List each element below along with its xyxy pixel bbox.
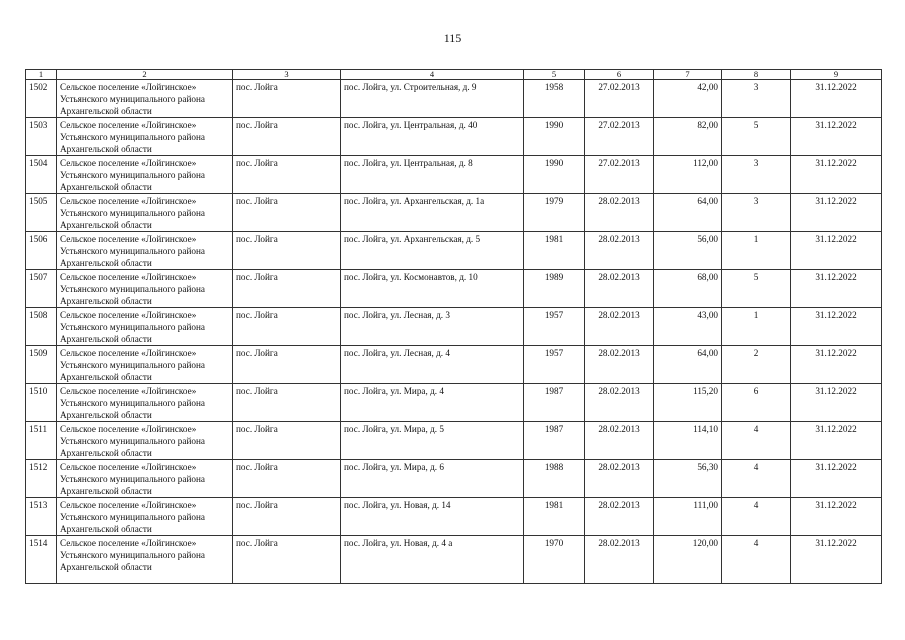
table-row xyxy=(26,118,882,156)
locality-cell: пос. Лойга xyxy=(233,346,341,384)
owner-cell: Сельское поселение «Лойгинское» Устьянского муниципального района Архангельской области xyxy=(57,194,233,232)
locality-cell: пос. Лойга xyxy=(233,118,341,156)
owner-cell: Сельское поселение «Лойгинское» Устьянского муниципального района Архангельской области xyxy=(57,460,233,498)
column-header: 4 xyxy=(341,70,524,80)
date-cell: 28.02.2013 xyxy=(585,536,654,584)
count-cell: 1 xyxy=(722,232,791,270)
address-cell: пос. Лойга, ул. Центральная, д. 40 xyxy=(341,118,524,156)
count-cell: 3 xyxy=(722,156,791,194)
address-cell: пос. Лойга, ул. Мира, д. 4 xyxy=(341,384,524,422)
table-row xyxy=(26,308,882,346)
end-date-cell: 31.12.2022 xyxy=(791,156,882,194)
owner-cell: Сельское поселение «Лойгинское» Устьянского муниципального района Архангельской области xyxy=(57,536,233,584)
row-number-cell: 1503 xyxy=(26,118,57,156)
date-cell: 28.02.2013 xyxy=(585,384,654,422)
year-cell: 1958 xyxy=(524,80,585,118)
locality-cell: пос. Лойга xyxy=(233,308,341,346)
column-header: 5 xyxy=(524,70,585,80)
area-cell: 43,00 xyxy=(654,308,722,346)
count-cell: 5 xyxy=(722,118,791,156)
area-cell: 82,00 xyxy=(654,118,722,156)
registry-table xyxy=(25,69,882,584)
date-cell: 28.02.2013 xyxy=(585,422,654,460)
table-row xyxy=(26,232,882,270)
table-row xyxy=(26,498,882,536)
area-cell: 112,00 xyxy=(654,156,722,194)
table-row xyxy=(26,536,882,584)
count-cell: 3 xyxy=(722,80,791,118)
count-cell: 5 xyxy=(722,270,791,308)
address-cell: пос. Лойга, ул. Лесная, д. 4 xyxy=(341,346,524,384)
end-date-cell: 31.12.2022 xyxy=(791,270,882,308)
end-date-cell: 31.12.2022 xyxy=(791,232,882,270)
owner-cell: Сельское поселение «Лойгинское» Устьянского муниципального района Архангельской области xyxy=(57,118,233,156)
date-cell: 28.02.2013 xyxy=(585,346,654,384)
locality-cell: пос. Лойга xyxy=(233,80,341,118)
date-cell: 28.02.2013 xyxy=(585,498,654,536)
end-date-cell: 31.12.2022 xyxy=(791,384,882,422)
column-header: 7 xyxy=(654,70,722,80)
date-cell: 28.02.2013 xyxy=(585,460,654,498)
locality-cell: пос. Лойга xyxy=(233,232,341,270)
locality-cell: пос. Лойга xyxy=(233,498,341,536)
row-number-cell: 1508 xyxy=(26,308,57,346)
row-number-cell: 1513 xyxy=(26,498,57,536)
date-cell: 27.02.2013 xyxy=(585,118,654,156)
owner-cell: Сельское поселение «Лойгинское» Устьянского муниципального района Архангельской области xyxy=(57,270,233,308)
year-cell: 1990 xyxy=(524,156,585,194)
end-date-cell: 31.12.2022 xyxy=(791,536,882,584)
count-cell: 2 xyxy=(722,346,791,384)
count-cell: 4 xyxy=(722,536,791,584)
owner-cell: Сельское поселение «Лойгинское» Устьянского муниципального района Архангельской области xyxy=(57,80,233,118)
owner-cell: Сельское поселение «Лойгинское» Устьянского муниципального района Архангельской области xyxy=(57,156,233,194)
end-date-cell: 31.12.2022 xyxy=(791,194,882,232)
row-number-cell: 1512 xyxy=(26,460,57,498)
address-cell: пос. Лойга, ул. Мира, д. 6 xyxy=(341,460,524,498)
column-header: 1 xyxy=(26,70,57,80)
date-cell: 28.02.2013 xyxy=(585,232,654,270)
row-number-cell: 1507 xyxy=(26,270,57,308)
end-date-cell: 31.12.2022 xyxy=(791,80,882,118)
table-row xyxy=(26,194,882,232)
row-number-cell: 1504 xyxy=(26,156,57,194)
row-number-cell: 1511 xyxy=(26,422,57,460)
owner-cell: Сельское поселение «Лойгинское» Устьянского муниципального района Архангельской области xyxy=(57,498,233,536)
row-number-cell: 1510 xyxy=(26,384,57,422)
date-cell: 28.02.2013 xyxy=(585,270,654,308)
table-row xyxy=(26,346,882,384)
area-cell: 42,00 xyxy=(654,80,722,118)
locality-cell: пос. Лойга xyxy=(233,422,341,460)
column-header: 6 xyxy=(585,70,654,80)
year-cell: 1988 xyxy=(524,460,585,498)
owner-cell: Сельское поселение «Лойгинское» Устьянского муниципального района Архангельской области xyxy=(57,422,233,460)
address-cell: пос. Лойга, ул. Центральная, д. 8 xyxy=(341,156,524,194)
locality-cell: пос. Лойга xyxy=(233,194,341,232)
column-number-row xyxy=(26,70,882,80)
address-cell: пос. Лойга, ул. Строительная, д. 9 xyxy=(341,80,524,118)
date-cell: 28.02.2013 xyxy=(585,194,654,232)
count-cell: 4 xyxy=(722,460,791,498)
table-row xyxy=(26,460,882,498)
year-cell: 1989 xyxy=(524,270,585,308)
year-cell: 1957 xyxy=(524,308,585,346)
area-cell: 64,00 xyxy=(654,346,722,384)
year-cell: 1981 xyxy=(524,232,585,270)
area-cell: 68,00 xyxy=(654,270,722,308)
count-cell: 6 xyxy=(722,384,791,422)
area-cell: 114,10 xyxy=(654,422,722,460)
table-row xyxy=(26,270,882,308)
area-cell: 56,00 xyxy=(654,232,722,270)
address-cell: пос. Лойга, ул. Новая, д. 14 xyxy=(341,498,524,536)
row-number-cell: 1509 xyxy=(26,346,57,384)
owner-cell: Сельское поселение «Лойгинское» Устьянского муниципального района Архангельской области xyxy=(57,346,233,384)
end-date-cell: 31.12.2022 xyxy=(791,460,882,498)
count-cell: 4 xyxy=(722,498,791,536)
row-number-cell: 1506 xyxy=(26,232,57,270)
table-row xyxy=(26,422,882,460)
area-cell: 64,00 xyxy=(654,194,722,232)
column-header: 8 xyxy=(722,70,791,80)
address-cell: пос. Лойга, ул. Лесная, д. 3 xyxy=(341,308,524,346)
page-number: 115 xyxy=(443,31,462,45)
address-cell: пос. Лойга, ул. Архангельская, д. 1а xyxy=(341,194,524,232)
date-cell: 28.02.2013 xyxy=(585,308,654,346)
count-cell: 1 xyxy=(722,308,791,346)
locality-cell: пос. Лойга xyxy=(233,156,341,194)
column-header: 9 xyxy=(791,70,882,80)
address-cell: пос. Лойга, ул. Космонавтов, д. 10 xyxy=(341,270,524,308)
end-date-cell: 31.12.2022 xyxy=(791,422,882,460)
address-cell: пос. Лойга, ул. Архангельская, д. 5 xyxy=(341,232,524,270)
column-header: 2 xyxy=(57,70,233,80)
end-date-cell: 31.12.2022 xyxy=(791,118,882,156)
table-row xyxy=(26,384,882,422)
area-cell: 120,00 xyxy=(654,536,722,584)
area-cell: 115,20 xyxy=(654,384,722,422)
table-row xyxy=(26,156,882,194)
locality-cell: пос. Лойга xyxy=(233,270,341,308)
year-cell: 1981 xyxy=(524,498,585,536)
year-cell: 1979 xyxy=(524,194,585,232)
row-number-cell: 1505 xyxy=(26,194,57,232)
year-cell: 1990 xyxy=(524,118,585,156)
end-date-cell: 31.12.2022 xyxy=(791,498,882,536)
table-row xyxy=(26,80,882,118)
date-cell: 27.02.2013 xyxy=(585,80,654,118)
owner-cell: Сельское поселение «Лойгинское» Устьянского муниципального района Архангельской области xyxy=(57,308,233,346)
address-cell: пос. Лойга, ул. Новая, д. 4 а xyxy=(341,536,524,584)
year-cell: 1987 xyxy=(524,422,585,460)
owner-cell: Сельское поселение «Лойгинское» Устьянского муниципального района Архангельской области xyxy=(57,384,233,422)
row-number-cell: 1514 xyxy=(26,536,57,584)
year-cell: 1970 xyxy=(524,536,585,584)
year-cell: 1987 xyxy=(524,384,585,422)
row-number-cell: 1502 xyxy=(26,80,57,118)
date-cell: 27.02.2013 xyxy=(585,156,654,194)
area-cell: 111,00 xyxy=(654,498,722,536)
locality-cell: пос. Лойга xyxy=(233,460,341,498)
year-cell: 1957 xyxy=(524,346,585,384)
locality-cell: пос. Лойга xyxy=(233,536,341,584)
column-header: 3 xyxy=(233,70,341,80)
count-cell: 3 xyxy=(722,194,791,232)
owner-cell: Сельское поселение «Лойгинское» Устьянского муниципального района Архангельской области xyxy=(57,232,233,270)
end-date-cell: 31.12.2022 xyxy=(791,346,882,384)
address-cell: пос. Лойга, ул. Мира, д. 5 xyxy=(341,422,524,460)
area-cell: 56,30 xyxy=(654,460,722,498)
count-cell: 4 xyxy=(722,422,791,460)
end-date-cell: 31.12.2022 xyxy=(791,308,882,346)
locality-cell: пос. Лойга xyxy=(233,384,341,422)
